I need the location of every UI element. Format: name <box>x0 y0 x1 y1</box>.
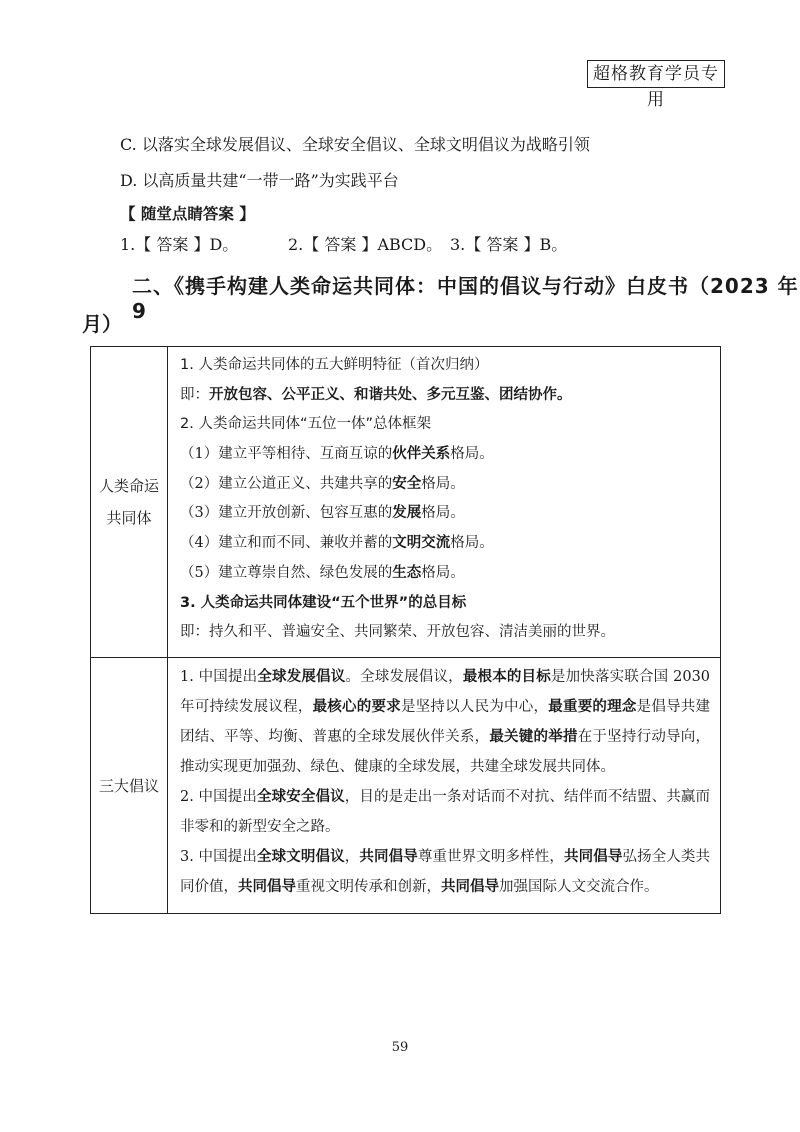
section-heading-line1: 二、《携手构建人类命运共同体：中国的倡议与行动》白皮书（2023 年 9 <box>132 274 799 323</box>
para-text: 2. 中国提出 <box>180 789 258 805</box>
para-bold: 共同倡导 <box>359 849 418 865</box>
summary-table <box>90 346 721 914</box>
para-text: ，目的是走出一条对话而不对抗、结伴而不结盟、共赢而非零和的新型安全之路。 <box>180 789 711 835</box>
content-line <box>180 440 710 470</box>
para-bold: 共同倡导 <box>441 879 499 895</box>
page-number: 59 <box>391 1040 409 1055</box>
content-bold: 发展 <box>392 505 422 522</box>
initiative-paragraph <box>180 782 710 842</box>
content-text: 格局。 <box>421 505 465 522</box>
content-text: 格局。 <box>421 475 465 492</box>
content-text: （1）建立平等相待、互商互谅的 <box>180 446 393 463</box>
content-bold: 文明交流 <box>392 535 451 552</box>
para-text: 在于坚持行动导向，推动实现更加强劲、绿色、健康的全球发展，共建全球发展共同体。 <box>180 729 711 775</box>
content-line <box>180 559 710 589</box>
para-bold: 全球发展倡议 <box>257 669 346 685</box>
content-line: 3. 人类命运共同体建设“五个世界”的总目标 <box>180 594 467 611</box>
section-heading-line2: 月） <box>82 312 122 336</box>
watermark-badge: 超格教育学员专用 <box>587 60 725 88</box>
content-line <box>180 381 710 411</box>
para-text: 加强国际人文交流合作。 <box>499 879 659 895</box>
para-text: 1. 中国提出 <box>180 669 258 685</box>
para-text: 3. 中国提出 <box>180 849 258 865</box>
initiative-paragraph <box>180 662 710 782</box>
para-bold: 共同倡导 <box>563 849 623 865</box>
content-bold: 安全 <box>392 475 422 492</box>
answer-1: 1.【 答案 】D。 <box>120 235 239 254</box>
content-line: 1. 人类命运共同体的五大鲜明特征（首次归纳） <box>180 357 489 373</box>
content-text: 格局。 <box>421 564 465 581</box>
content-line: 2. 人类命运共同体“五位一体”总体框架 <box>180 416 431 433</box>
row-content-initiatives <box>168 658 721 914</box>
answer-section-title: 【 随堂点睛答案 】 <box>120 205 255 223</box>
content-line <box>180 470 710 500</box>
para-text: ， <box>344 849 360 865</box>
para-text: 是倡导共建团结、平等、均衡、普惠的全球发展伙伴关系， <box>180 699 711 745</box>
initiative-paragraph <box>180 842 710 902</box>
answers-row <box>120 232 567 255</box>
content-text: 格局。 <box>450 535 494 552</box>
option-d: D. 以高质量共建“一带一路”为实践平台 <box>120 171 399 190</box>
row-label-community <box>91 347 168 658</box>
answer-3: 3.【 答案 】B。 <box>450 235 568 254</box>
content-bold: 伙伴关系 <box>392 446 451 463</box>
content-bold: 生态 <box>392 564 422 581</box>
content-line: 即：持久和平、普遍安全、共同繁荣、开放包容、清洁美丽的世界。 <box>180 624 615 641</box>
para-text: 重视文明传承和创新， <box>296 879 441 895</box>
answer-2: 2.【 答案 】ABCD。 <box>288 235 443 254</box>
para-bold: 全球文明倡议 <box>257 849 345 865</box>
row-label-line: 共同体 <box>106 509 152 527</box>
para-text: 是加快落实联合国 2030 年可持续发展议程， <box>180 669 711 715</box>
para-bold: 全球安全倡议 <box>257 789 345 805</box>
para-bold: 最重要的理念 <box>548 699 637 715</box>
content-text: 格局。 <box>450 446 494 463</box>
para-text: 。全球发展倡议， <box>345 669 463 685</box>
para-bold: 最关键的举措 <box>489 729 578 745</box>
row-content-community <box>168 347 721 658</box>
para-text: 尊重世界文明多样性， <box>417 849 564 865</box>
para-text: 是坚持以人民为中心， <box>400 699 549 715</box>
content-text: （4）建立和而不同、兼收并蓄的 <box>180 535 393 552</box>
content-line <box>180 529 710 559</box>
row-label-line: 人类命运 <box>98 477 159 495</box>
content-text: （3）建立开放创新、包容互惠的 <box>180 505 393 522</box>
content-line <box>180 499 710 529</box>
content-text: （5）建立尊崇自然、绿色发展的 <box>180 564 393 581</box>
para-bold: 共同倡导 <box>238 879 296 895</box>
table-row-community <box>91 347 721 658</box>
row-label-initiatives: 三大倡议 <box>91 658 168 914</box>
content-text: （2）建立公道正义、共建共享的 <box>180 475 393 492</box>
option-c: C. 以落实全球发展倡议、全球安全倡议、全球文明倡议为战略引领 <box>120 135 590 154</box>
para-bold: 最根本的目标 <box>462 669 551 685</box>
table-row-initiatives <box>91 658 721 914</box>
para-bold: 最核心的要求 <box>312 699 401 715</box>
content-prefix: 即： <box>180 386 209 403</box>
content-bold: 开放包容、公平正义、和谐共处、多元互鉴、团结协作。 <box>209 386 572 403</box>
para-text: 弘扬全人类共同价值， <box>180 849 711 895</box>
